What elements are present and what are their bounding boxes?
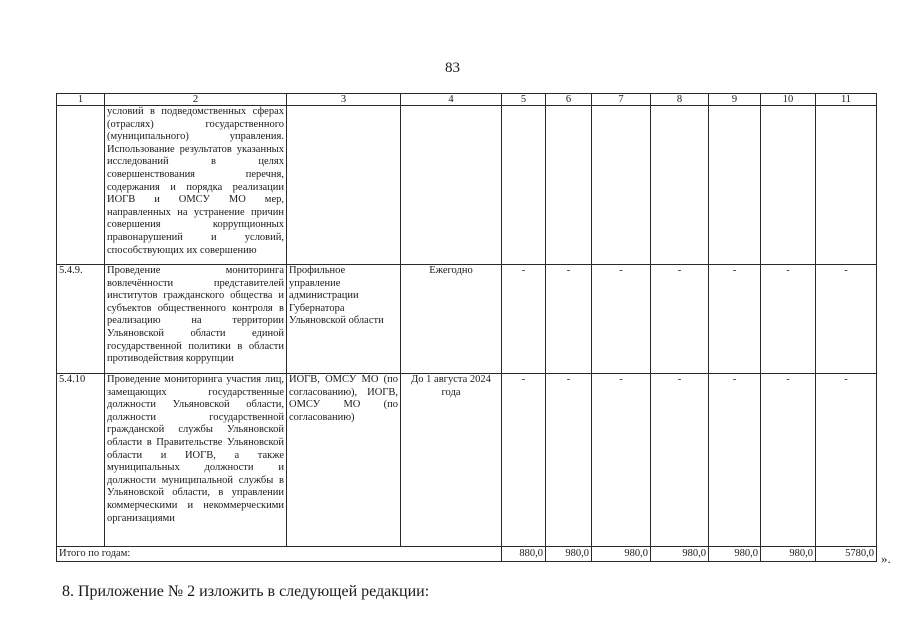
total-year-value: 980,0 <box>546 547 592 562</box>
year-value: - <box>592 374 651 547</box>
year-value: - <box>761 374 816 547</box>
totals-row <box>57 547 877 562</box>
total-value: - <box>816 265 877 374</box>
year-value: - <box>592 265 651 374</box>
item-term <box>401 106 502 265</box>
total-value: - <box>816 374 877 547</box>
table-row <box>57 374 877 547</box>
instruction-text: 8. Приложение № 2 изложить в следующей редакции: <box>62 583 430 600</box>
page-number: 83 <box>445 60 460 76</box>
column-number: 2 <box>105 94 287 106</box>
item-executor: Профильное управление администрации Губернатора Ульяновской области <box>287 265 401 374</box>
column-number: 10 <box>761 94 816 106</box>
year-value: - <box>709 374 761 547</box>
year-value: - <box>546 374 592 547</box>
year-value <box>709 106 761 265</box>
item-description: Проведение мониторинга участия лиц, замещающих государственные должности Ульяновской области, должности государственной гражданской службы Ульяновской области в Правительстве Ульяновской области и ИОГВ, а также муниципальных должности и должности муниципальной службы в Ульяновской области, в управлении коммерческими и некоммерческими организациями <box>105 374 287 547</box>
program-table <box>56 93 877 562</box>
total-value <box>816 106 877 265</box>
total-year-value: 880,0 <box>502 547 546 562</box>
item-executor <box>287 106 401 265</box>
year-value: - <box>651 374 709 547</box>
column-number: 8 <box>651 94 709 106</box>
column-number: 6 <box>546 94 592 106</box>
item-executor: ИОГВ, ОМСУ МО (по согласованию), ИОГВ, ОМСУ МО (по согласованию) <box>287 374 401 547</box>
year-value: - <box>709 265 761 374</box>
year-value: - <box>546 265 592 374</box>
closing-quote: ». <box>881 551 891 566</box>
total-year-value: 980,0 <box>651 547 709 562</box>
year-value <box>761 106 816 265</box>
column-number: 3 <box>287 94 401 106</box>
item-code: 5.4.10 <box>57 374 105 547</box>
table-row <box>57 265 877 374</box>
year-value <box>546 106 592 265</box>
item-term: До 1 августа 2024 года <box>401 374 502 547</box>
year-value <box>651 106 709 265</box>
total-year-value: 980,0 <box>761 547 816 562</box>
column-number-row <box>57 94 877 106</box>
year-value: - <box>502 265 546 374</box>
column-number: 7 <box>592 94 651 106</box>
total-year-value: 980,0 <box>592 547 651 562</box>
totals-label: Итого по годам: <box>57 547 502 562</box>
item-code <box>57 106 105 265</box>
year-value: - <box>651 265 709 374</box>
total-year-value: 980,0 <box>709 547 761 562</box>
grand-total-value: 5780,0 <box>816 547 877 562</box>
column-number: 9 <box>709 94 761 106</box>
column-number: 11 <box>816 94 877 106</box>
table-row <box>57 106 877 265</box>
year-value: - <box>761 265 816 374</box>
column-number: 4 <box>401 94 502 106</box>
year-value <box>592 106 651 265</box>
column-number: 5 <box>502 94 546 106</box>
column-number: 1 <box>57 94 105 106</box>
item-description: Проведение мониторинга вовлечённости представителей институтов гражданского общества и субъектов общественного контроля в реализацию на территории Ульяновской области единой государственной политики в области противодействия коррупции <box>105 265 287 374</box>
year-value <box>502 106 546 265</box>
year-value: - <box>502 374 546 547</box>
item-term: Ежегодно <box>401 265 502 374</box>
item-code: 5.4.9. <box>57 265 105 374</box>
item-description: условий в подведомственных сферах (отраслях) государственного (муниципального) управления. Использование результатов указанных исследований в целях совершенствования перечня, содержания и порядка реализации ИОГВ и ОМСУ МО мер, направленных на устранение причин совершения коррупционных правонарушений и условий, способствующих их совершению <box>105 106 287 265</box>
